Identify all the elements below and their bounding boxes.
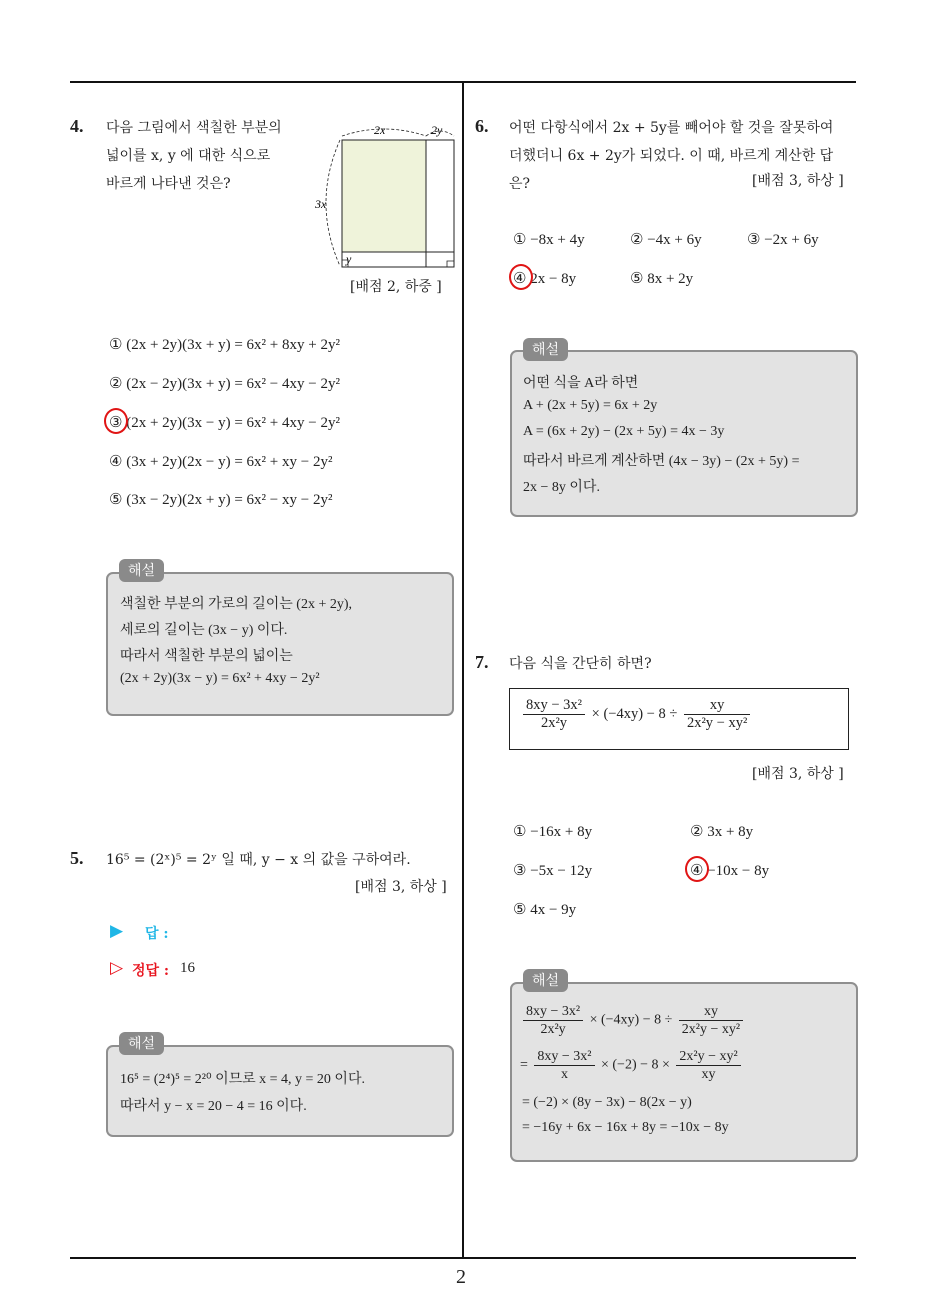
- q7-sol-eq: =: [520, 1057, 528, 1073]
- q5-solution-line: 16⁵ = (2⁴)⁵ = 2²⁰ 이므로 x = 4, y = 20 이다.: [120, 1072, 365, 1087]
- q4-solution-line: 따라서 색칠한 부분의 넓이는: [120, 649, 293, 664]
- q7-sol-fraction: [523, 1003, 583, 1038]
- q6-solution-line: A = (6x + 2y) − (2x + 5y) = 4x − 3y: [523, 424, 725, 439]
- page-number: 2: [456, 1266, 466, 1288]
- column-divider: [462, 82, 464, 1258]
- q6-solution-line: 어떤 식을 A라 하면: [523, 376, 639, 391]
- q7-sol-f1-num: 8xy − 3x²: [523, 1003, 583, 1021]
- q6-option-1[interactable]: ① −8x + 4y: [513, 232, 585, 248]
- q7-f1-den: 2x²y: [540, 715, 568, 731]
- fig-label-3x: 3x: [315, 197, 327, 211]
- shaded-region: [342, 140, 426, 252]
- q5-answer-label: 답 :: [145, 926, 169, 942]
- q7-answer-circle: [685, 856, 709, 882]
- q7-f1-num: 8xy − 3x²: [523, 697, 585, 715]
- q5-solution-line: 따라서 y − x = 20 − 4 = 16 이다.: [120, 1099, 307, 1114]
- q6-prompt-line: 어떤 다항식에서 2x + 5y를 빼어야 할 것을 잘못하여: [509, 120, 834, 136]
- q6-prompt-line: 은?: [509, 176, 531, 192]
- q5-correct-value: 16: [180, 960, 195, 976]
- q4-option-2[interactable]: ② (2x − 2y)(3x + y) = 6x² − 4xy − 2y²: [109, 376, 340, 392]
- q4-solution-tag: 해설: [119, 559, 164, 582]
- q5-score: [배점 3, 하상 ]: [355, 879, 447, 895]
- q6-answer-circle: [509, 264, 533, 290]
- q4-score: [배점 2, 하중 ]: [350, 279, 442, 295]
- q7-sol-f2-den: 2x²y − xy²: [681, 1022, 741, 1037]
- q7-sol-l2-f2-num: 2x²y − xy²: [676, 1048, 740, 1066]
- fig-label-y: y: [346, 252, 352, 266]
- q6-option-5[interactable]: ⑤ 8x + 2y: [630, 271, 694, 287]
- q5-solution-box: [106, 1045, 454, 1137]
- q7-sol-mid: × (−4xy) − 8 ÷: [589, 1012, 673, 1028]
- q7-fraction-1: [523, 697, 585, 732]
- q7-fraction-2: [684, 697, 750, 732]
- q4-number: 4.: [70, 116, 84, 136]
- q7-option-3[interactable]: ③ −5x − 12y: [513, 863, 593, 879]
- q6-solution-tag: 해설: [523, 338, 568, 361]
- q7-f2-num: xy: [684, 697, 750, 715]
- q7-solution-line-3: = (−2) × (8y − 3x) − 8(2x − y): [522, 1095, 692, 1110]
- q6-option-4[interactable]: ④ 2x − 8y: [513, 271, 577, 287]
- correct-arrow-icon: ▷: [110, 958, 124, 978]
- q4-option-1[interactable]: ① (2x + 2y)(3x + y) = 6x² + 8xy + 2y²: [109, 337, 340, 353]
- q7-sol-l2-f2-den: xy: [701, 1067, 716, 1082]
- q4-prompt-line: 바르게 나타낸 것은?: [106, 176, 231, 192]
- q6-option-3[interactable]: ③ −2x + 6y: [747, 232, 819, 248]
- q6-prompt-line: 더했더니 6x + 2y가 되었다. 이 때, 바르게 계산한 답: [509, 148, 834, 164]
- q7-solution-tag: 해설: [523, 969, 568, 992]
- q7-sol-fraction: [534, 1048, 594, 1083]
- q5-prompt: 16⁵ = (2ˣ)⁵ = 2ʸ 일 때, y − x 의 값을 구하여라.: [106, 852, 411, 868]
- q4-option-4[interactable]: ④ (3x + 2y)(2x − y) = 6x² + xy − 2y²: [109, 454, 333, 470]
- q4-solution-line: (2x + 2y)(3x − y) = 6x² + 4xy − 2y²: [120, 671, 320, 686]
- q4-figure: [310, 118, 460, 273]
- q7-f2-den: 2x²y − xy²: [686, 715, 748, 731]
- q7-option-5[interactable]: ⑤ 4x − 9y: [513, 902, 577, 918]
- q7-sol-l2-f1-num: 8xy − 3x²: [534, 1048, 594, 1066]
- q7-mid: × (−4xy) − 8 ÷: [591, 705, 678, 722]
- q4-prompt: [106, 114, 326, 198]
- q4-prompt-line: 다음 그림에서 색칠한 부분의: [106, 120, 282, 136]
- q7-prompt: 다음 식을 간단히 하면?: [509, 656, 652, 672]
- q7-option-2[interactable]: ② 3x + 8y: [690, 824, 754, 840]
- q5-number: 5.: [70, 848, 84, 868]
- q7-sol-f1-den: 2x²y: [540, 1022, 566, 1037]
- q4-answer-circle: [104, 408, 128, 434]
- q4-prompt-line: 넓이를 x, y 에 대한 식으로: [106, 148, 271, 164]
- brace-left: [326, 140, 340, 266]
- q6-number: 6.: [475, 116, 489, 136]
- fig-label-2y: 2y: [431, 123, 443, 137]
- q7-solution-line-1: [520, 1003, 746, 1038]
- q6-option-2[interactable]: ② −4x + 6y: [630, 232, 702, 248]
- q7-option-4[interactable]: ④ −10x − 8y: [690, 863, 770, 879]
- q7-sol-f2-num: xy: [679, 1003, 743, 1021]
- q7-sol-fraction: [679, 1003, 743, 1038]
- right-angle-mark: [447, 261, 454, 267]
- q7-expression-box: [509, 688, 849, 750]
- q4-option-5[interactable]: ⑤ (3x − 2y)(2x + y) = 6x² − xy − 2y²: [109, 492, 333, 508]
- q5-correct-label: 정답 :: [132, 963, 170, 979]
- q7-sol-l2-mid: × (−2) − 8 ×: [601, 1057, 670, 1073]
- q6-solution-line: A + (2x + 5y) = 6x + 2y: [523, 398, 658, 413]
- q7-number: 7.: [475, 652, 489, 672]
- q4-solution-line: 세로의 길이는 (3x − y) 이다.: [120, 623, 288, 638]
- q6-solution-line: 따라서 바르게 계산하면 (4x − 3y) − (2x + 5y) =: [523, 454, 800, 469]
- q7-option-1[interactable]: ① −16x + 8y: [513, 824, 593, 840]
- q6-score: [배점 3, 하상 ]: [752, 173, 844, 189]
- q4-solution-line: 색칠한 부분의 가로의 길이는 (2x + 2y),: [120, 597, 353, 612]
- q7-solution-line-4: = −16y + 6x − 16x + 8y = −10x − 8y: [522, 1120, 729, 1135]
- q5-solution-tag: 해설: [119, 1032, 164, 1055]
- q7-score: [배점 3, 하상 ]: [752, 766, 844, 782]
- fig-label-2x: 2x: [374, 123, 386, 137]
- q7-expression: [520, 697, 753, 732]
- q4-option-3[interactable]: ③ (2x + 2y)(3x − y) = 6x² + 4xy − 2y²: [109, 415, 340, 431]
- q7-sol-fraction: [676, 1048, 740, 1083]
- answer-arrow-icon: ▶: [110, 921, 124, 941]
- q6-solution-line: 2x − 8y 이다.: [523, 480, 600, 495]
- q7-sol-l2-f1-den: x: [560, 1067, 568, 1082]
- q7-solution-line-2: [520, 1048, 744, 1083]
